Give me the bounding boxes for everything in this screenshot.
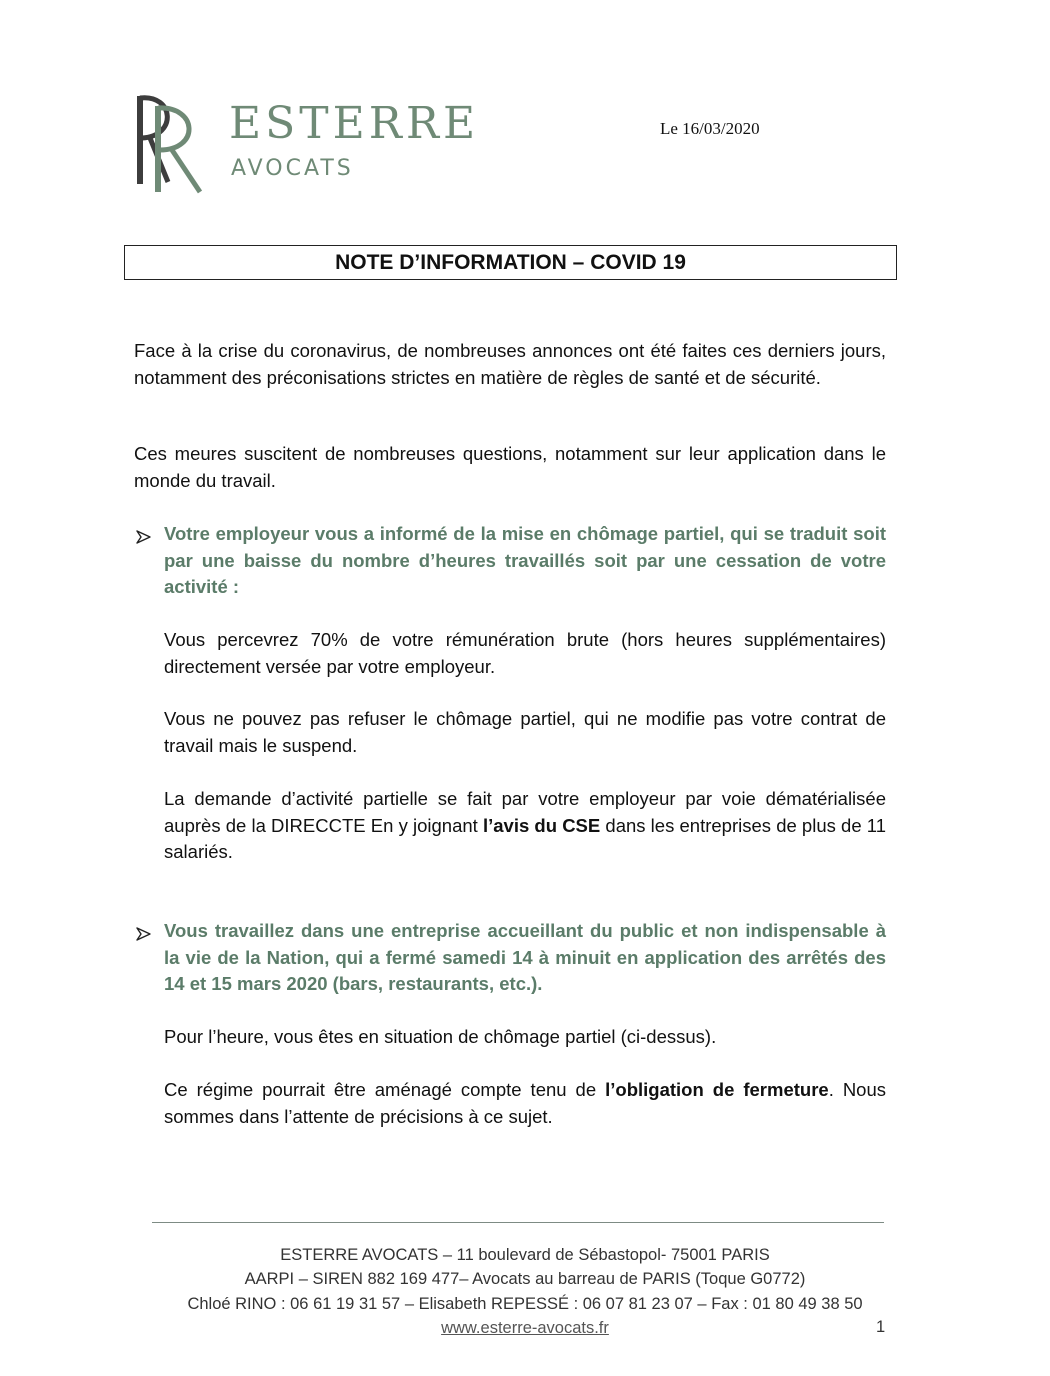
intro-paragraph-1: Face à la crise du coronavirus, de nombreuses annonces ont été faites ces derniers jours, notamment des préconisations strictes en matière de règles de santé et de sécurité. <box>134 340 886 388</box>
footer-registration: AARPI – SIREN 882 169 477– Avocats au barreau de PARIS (Toque G0772) <box>244 1270 806 1288</box>
website-link[interactable]: www.esterre-avocats.fr <box>441 1319 609 1337</box>
section2-paragraph-2 <box>164 1077 886 1130</box>
footer-address: ESTERRE AVOCATS – 11 boulevard de Sébastopol- 75001 PARIS <box>280 1246 770 1264</box>
document-date: Le 16/03/2020 <box>660 119 760 138</box>
section1-p3-text-b: dans les entreprises de plus de 11 salariés. <box>164 814 886 862</box>
document-title: NOTE D’INFORMATION – COVID 19 <box>124 245 897 280</box>
section1-paragraph-2: Vous ne pouvez pas refuser le chômage partiel, qui ne modifie pas votre contrat de travail mais le suspend. <box>164 708 886 756</box>
section1-paragraph-1: Vous percevrez 70% de votre rémunération brute (hors heures supplémentaires) directement versée par votre employeur. <box>164 629 886 677</box>
rr-monogram-icon <box>134 92 208 196</box>
logo-name: ESTERRE <box>229 98 480 149</box>
section2-p2-bold: l’obligation de fermeture <box>605 1079 829 1100</box>
footer-contacts: Chloé RINO : 06 61 19 31 57 – Elisabeth REPESSÉ : 06 07 81 23 07 – Fax : 01 80 49 38 50 <box>187 1295 863 1313</box>
logo-subtitle: AVOCATS <box>231 156 354 181</box>
section1-p3-bold: l’avis du CSE <box>482 814 601 836</box>
arrow-bullet-icon <box>134 926 154 942</box>
section2-heading: Vous travaillez dans une entreprise accueillant du public et non indispensable à la vie de la Nation, qui a fermé samedi 14 à minuit en application des arrêtés des 14 et 15 mars 2020 (bars, restaurants, etc.). <box>164 920 886 994</box>
section2-p2-text-b: . Nous sommes dans l’attente de précisions à ce sujet. <box>164 1079 887 1127</box>
section1-p3-text-a: La demande d’activité partielle se fait par votre employeur par voie dématérialisée auprès de la DIRECCTE En y joignant <box>164 788 886 836</box>
section2-paragraph-1: Pour l’heure, vous êtes en situation de chômage partiel (ci-dessus). <box>164 1026 717 1047</box>
page-number: 1 <box>876 1318 886 1336</box>
logo <box>134 92 494 196</box>
footer-divider <box>152 1222 884 1223</box>
section2-p2-text-a: Ce régime pourrait être aménagé compte tenu de <box>164 1079 606 1100</box>
section1-heading: Votre employeur vous a informé de la mise en chômage partiel, qui se traduit soit par une baisse du nombre d’heures travaillés soit par une cessation de votre activité : <box>164 523 886 597</box>
intro-paragraph-2: Ces meures suscitent de nombreuses questions, notamment sur leur application dans le monde du travail. <box>134 443 886 491</box>
section1-paragraph-3 <box>164 786 886 866</box>
footer-website-row <box>150 1318 900 1338</box>
arrow-bullet-icon <box>134 529 154 545</box>
